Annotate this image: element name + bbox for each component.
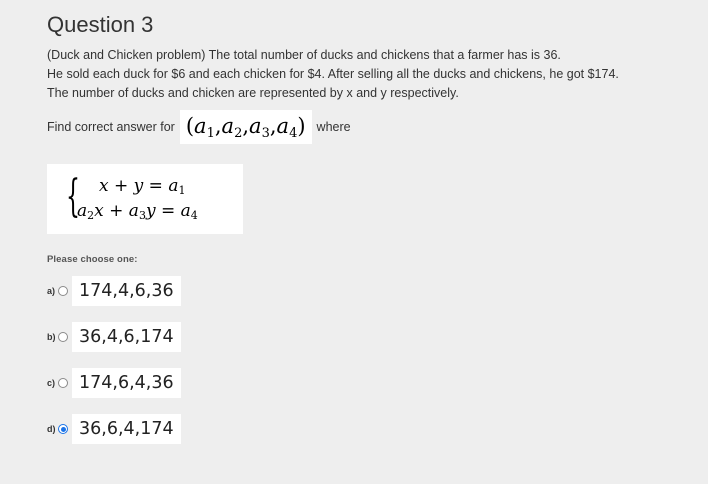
option-letter: a) xyxy=(47,286,56,296)
radio-button[interactable] xyxy=(58,332,68,342)
option-letter: c) xyxy=(47,378,56,388)
problem-line-2: He sold each duck for $6 and each chicken for $4. After selling all the ducks and chickens, he got $174. xyxy=(47,67,619,81)
option-text[interactable]: 174,6,4,36 xyxy=(72,368,181,398)
radio-button[interactable] xyxy=(58,378,68,388)
radio-button-selected[interactable] xyxy=(58,424,68,434)
find-prefix: Find correct answer for xyxy=(47,120,175,134)
option-text[interactable]: 174,4,6,36 xyxy=(72,276,181,306)
question-title: Question 3 xyxy=(47,12,154,37)
option-text[interactable]: 36,6,4,174 xyxy=(72,414,181,444)
problem-line-3: The number of ducks and chicken are represented by x and y respectively. xyxy=(47,86,459,100)
option-letter: b) xyxy=(47,332,56,342)
find-instruction xyxy=(47,110,351,144)
equation-system xyxy=(47,164,243,234)
answer-option-d[interactable] xyxy=(47,414,181,444)
equation-2: $a_2x + a_3y = a_4$ xyxy=(77,201,198,222)
problem-statement xyxy=(47,46,619,103)
equation-1: $x + y = a_1$ xyxy=(99,176,186,197)
option-text[interactable]: 36,4,6,174 xyxy=(72,322,181,352)
find-suffix: where xyxy=(316,120,351,134)
choose-prompt: Please choose one: xyxy=(47,254,138,265)
problem-line-1: (Duck and Chicken problem) The total number of ducks and chickens that a farmer has is 36. xyxy=(47,48,561,62)
tuple-formula: $(a_1,a_2,a_3,a_4)$ xyxy=(180,110,312,144)
option-letter: d) xyxy=(47,424,56,434)
answer-option-a[interactable] xyxy=(47,276,181,306)
answer-option-c[interactable] xyxy=(47,368,181,398)
radio-button[interactable] xyxy=(58,286,68,296)
brace-symbol: { xyxy=(66,171,80,222)
answer-option-b[interactable] xyxy=(47,322,181,352)
